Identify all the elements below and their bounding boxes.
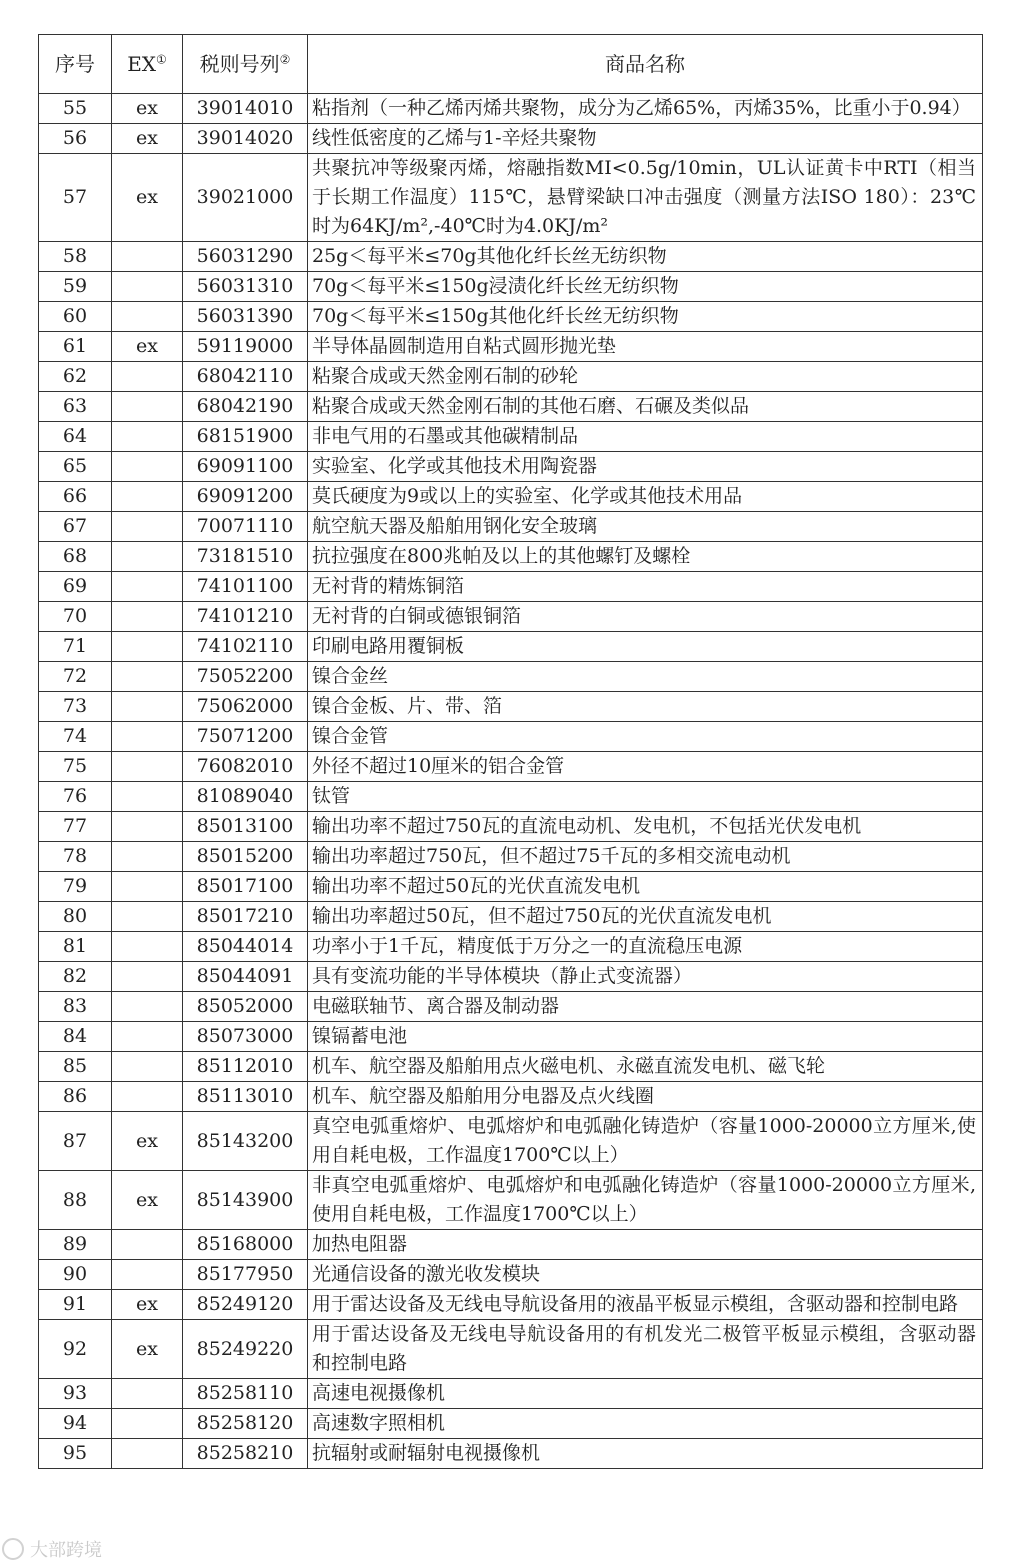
cell-seq: 91 — [39, 1290, 112, 1320]
cell-seq: 92 — [39, 1320, 112, 1379]
table-row — [39, 1320, 983, 1379]
cell-seq: 66 — [39, 482, 112, 512]
cell-product-name: 半导体晶圆制造用自粘式圆形抛光垫 — [308, 332, 983, 362]
table-header — [39, 35, 983, 94]
table-row — [39, 362, 983, 392]
cell-seq: 79 — [39, 872, 112, 902]
cell-ex — [112, 602, 183, 632]
table-row — [39, 842, 983, 872]
table-row — [39, 242, 983, 272]
cell-seq: 90 — [39, 1260, 112, 1290]
cell-tariff-code: 85249120 — [183, 1290, 308, 1320]
cell-seq: 55 — [39, 94, 112, 124]
table-row — [39, 452, 983, 482]
cell-ex — [112, 782, 183, 812]
cell-seq: 83 — [39, 992, 112, 1022]
cell-product-name: 镍镉蓄电池 — [308, 1022, 983, 1052]
cell-product-name: 高速电视摄像机 — [308, 1379, 983, 1409]
cell-tariff-code: 39014020 — [183, 124, 308, 154]
table-row — [39, 422, 983, 452]
cell-ex — [112, 992, 183, 1022]
table-row — [39, 1171, 983, 1230]
cell-seq: 88 — [39, 1171, 112, 1230]
cell-product-name: 抗辐射或耐辐射电视摄像机 — [308, 1439, 983, 1469]
cell-seq: 70 — [39, 602, 112, 632]
cell-seq: 85 — [39, 1052, 112, 1082]
cell-ex — [112, 482, 183, 512]
cell-tariff-code: 85013100 — [183, 812, 308, 842]
cell-product-name: 70g＜每平米≤150g其他化纤长丝无纺织物 — [308, 302, 983, 332]
cell-product-name: 具有变流功能的半导体模块（静止式变流器） — [308, 962, 983, 992]
table-row — [39, 272, 983, 302]
cell-ex — [112, 1022, 183, 1052]
cell-ex — [112, 542, 183, 572]
cell-ex: ex — [112, 94, 183, 124]
cell-seq: 73 — [39, 692, 112, 722]
cell-tariff-code: 59119000 — [183, 332, 308, 362]
cell-ex — [112, 512, 183, 542]
cell-seq: 80 — [39, 902, 112, 932]
cell-ex — [112, 872, 183, 902]
cell-tariff-code: 39021000 — [183, 154, 308, 242]
cell-product-name: 钛管 — [308, 782, 983, 812]
cell-product-name: 航空航天器及船舶用钢化安全玻璃 — [308, 512, 983, 542]
cell-product-name: 70g＜每平米≤150g浸渍化纤长丝无纺织物 — [308, 272, 983, 302]
cell-product-name: 实验室、化学或其他技术用陶瓷器 — [308, 452, 983, 482]
cell-product-name: 高速数字照相机 — [308, 1409, 983, 1439]
table-row — [39, 1112, 983, 1171]
cell-product-name: 外径不超过10厘米的铝合金管 — [308, 752, 983, 782]
cell-ex — [112, 932, 183, 962]
cell-ex — [112, 362, 183, 392]
cell-tariff-code: 56031390 — [183, 302, 308, 332]
table-row — [39, 872, 983, 902]
table-row — [39, 782, 983, 812]
cell-ex: ex — [112, 332, 183, 362]
cell-seq: 63 — [39, 392, 112, 422]
cell-tariff-code: 69091200 — [183, 482, 308, 512]
cell-product-name: 输出功率超过750瓦，但不超过75千瓦的多相交流电动机 — [308, 842, 983, 872]
cell-tariff-code: 85112010 — [183, 1052, 308, 1082]
cell-tariff-code: 85258110 — [183, 1379, 308, 1409]
cell-product-name: 用于雷达设备及无线电导航设备用的有机发光二极管平板显示模组，含驱动器和控制电路 — [308, 1320, 983, 1379]
cell-tariff-code: 73181510 — [183, 542, 308, 572]
cell-ex — [112, 1409, 183, 1439]
cell-tariff-code: 56031310 — [183, 272, 308, 302]
table-row — [39, 512, 983, 542]
cell-product-name: 机车、航空器及船舶用分电器及点火线圈 — [308, 1082, 983, 1112]
table-row — [39, 1409, 983, 1439]
cell-product-name: 非电气用的石墨或其他碳精制品 — [308, 422, 983, 452]
header-ex-footnote: ① — [156, 51, 167, 66]
cell-tariff-code: 56031290 — [183, 242, 308, 272]
cell-ex — [112, 692, 183, 722]
table-row — [39, 632, 983, 662]
table-row — [39, 1439, 983, 1469]
table-row — [39, 662, 983, 692]
cell-product-name: 抗拉强度在800兆帕及以上的其他螺钉及螺栓 — [308, 542, 983, 572]
table-row — [39, 962, 983, 992]
cell-seq: 95 — [39, 1439, 112, 1469]
cell-seq: 71 — [39, 632, 112, 662]
cell-tariff-code: 85015200 — [183, 842, 308, 872]
cell-tariff-code: 69091100 — [183, 452, 308, 482]
cell-product-name: 粘聚合成或天然金刚石制的其他石磨、石碾及类似品 — [308, 392, 983, 422]
cell-tariff-code: 70071110 — [183, 512, 308, 542]
cell-tariff-code: 85143900 — [183, 1171, 308, 1230]
cell-seq: 76 — [39, 782, 112, 812]
table-row — [39, 812, 983, 842]
cell-ex — [112, 1230, 183, 1260]
cell-seq: 59 — [39, 272, 112, 302]
cell-seq: 65 — [39, 452, 112, 482]
table-row — [39, 154, 983, 242]
cell-tariff-code: 74102110 — [183, 632, 308, 662]
table-row — [39, 1379, 983, 1409]
cell-ex — [112, 302, 183, 332]
cell-tariff-code: 76082010 — [183, 752, 308, 782]
table-row — [39, 1290, 983, 1320]
table-row — [39, 692, 983, 722]
cell-tariff-code: 68151900 — [183, 422, 308, 452]
cell-product-name: 印刷电路用覆铜板 — [308, 632, 983, 662]
cell-seq: 89 — [39, 1230, 112, 1260]
cell-ex — [112, 452, 183, 482]
cell-seq: 81 — [39, 932, 112, 962]
watermark-logo-icon — [2, 1538, 24, 1560]
cell-seq: 93 — [39, 1379, 112, 1409]
cell-ex — [112, 842, 183, 872]
cell-ex — [112, 1379, 183, 1409]
cell-seq: 84 — [39, 1022, 112, 1052]
cell-ex — [112, 662, 183, 692]
cell-ex — [112, 1052, 183, 1082]
cell-tariff-code: 75052200 — [183, 662, 308, 692]
table-row — [39, 902, 983, 932]
cell-seq: 74 — [39, 722, 112, 752]
cell-seq: 82 — [39, 962, 112, 992]
table-row — [39, 1022, 983, 1052]
table-row — [39, 302, 983, 332]
header-tariff-code: 税则号列② — [183, 35, 308, 94]
cell-seq: 60 — [39, 302, 112, 332]
table-row — [39, 1082, 983, 1112]
cell-ex — [112, 962, 183, 992]
table-row — [39, 332, 983, 362]
cell-product-name: 镍合金管 — [308, 722, 983, 752]
cell-ex — [112, 422, 183, 452]
cell-product-name: 镍合金板、片、带、箔 — [308, 692, 983, 722]
cell-tariff-code: 85044091 — [183, 962, 308, 992]
cell-product-name: 无衬背的白铜或德银铜箔 — [308, 602, 983, 632]
table-row — [39, 1260, 983, 1290]
cell-ex: ex — [112, 124, 183, 154]
cell-seq: 57 — [39, 154, 112, 242]
cell-seq: 56 — [39, 124, 112, 154]
table-row — [39, 94, 983, 124]
cell-ex — [112, 272, 183, 302]
cell-tariff-code: 85017210 — [183, 902, 308, 932]
cell-product-name: 共聚抗冲等级聚丙烯，熔融指数MI<0.5g/10min，UL认证黄卡中RTI（相当于长期工作温度）115℃，悬臂梁缺口冲击强度（测量方法ISO 180）：23℃时为64KJ/m²,-40℃时为4.0KJ/m² — [308, 154, 983, 242]
cell-tariff-code: 85113010 — [183, 1082, 308, 1112]
cell-product-name: 用于雷达设备及无线电导航设备用的液晶平板显示模组，含驱动器和控制电路 — [308, 1290, 983, 1320]
cell-tariff-code: 85249220 — [183, 1320, 308, 1379]
cell-seq: 75 — [39, 752, 112, 782]
cell-tariff-code: 85044014 — [183, 932, 308, 962]
cell-tariff-code: 85017100 — [183, 872, 308, 902]
cell-ex — [112, 242, 183, 272]
cell-tariff-code: 39014010 — [183, 94, 308, 124]
table-row — [39, 752, 983, 782]
table-row — [39, 572, 983, 602]
cell-tariff-code: 85258210 — [183, 1439, 308, 1469]
tariff-table — [38, 34, 983, 1469]
cell-product-name: 加热电阻器 — [308, 1230, 983, 1260]
cell-ex — [112, 752, 183, 782]
cell-seq: 62 — [39, 362, 112, 392]
cell-ex — [112, 902, 183, 932]
cell-seq: 72 — [39, 662, 112, 692]
cell-seq: 87 — [39, 1112, 112, 1171]
cell-product-name: 电磁联轴节、离合器及制动器 — [308, 992, 983, 1022]
cell-seq: 69 — [39, 572, 112, 602]
cell-ex — [112, 392, 183, 422]
cell-tariff-code: 85052000 — [183, 992, 308, 1022]
table-row — [39, 1230, 983, 1260]
cell-seq: 78 — [39, 842, 112, 872]
cell-product-name: 真空电弧重熔炉、电弧熔炉和电弧融化铸造炉（容量1000-20000立方厘米,使用自耗电极，工作温度1700℃以上） — [308, 1112, 983, 1171]
cell-tariff-code: 74101210 — [183, 602, 308, 632]
cell-ex — [112, 1082, 183, 1112]
header-seq: 序号 — [39, 35, 112, 94]
cell-ex — [112, 632, 183, 662]
cell-product-name: 镍合金丝 — [308, 662, 983, 692]
cell-ex — [112, 722, 183, 752]
cell-tariff-code: 75071200 — [183, 722, 308, 752]
cell-product-name: 非真空电弧重熔炉、电弧熔炉和电弧融化铸造炉（容量1000-20000立方厘米,使用自耗电极，工作温度1700℃以上） — [308, 1171, 983, 1230]
table-row — [39, 722, 983, 752]
cell-tariff-code: 74101100 — [183, 572, 308, 602]
header-product-name: 商品名称 — [308, 35, 983, 94]
cell-ex: ex — [112, 1320, 183, 1379]
cell-product-name: 输出功率超过50瓦，但不超过750瓦的光伏直流发电机 — [308, 902, 983, 932]
cell-ex — [112, 812, 183, 842]
watermark-text: 大部跨境 — [30, 1540, 102, 1561]
cell-product-name: 粘聚合成或天然金刚石制的砂轮 — [308, 362, 983, 392]
table-row — [39, 1052, 983, 1082]
cell-seq: 68 — [39, 542, 112, 572]
table-row — [39, 482, 983, 512]
cell-product-name: 25g＜每平米≤70g其他化纤长丝无纺织物 — [308, 242, 983, 272]
table-row — [39, 932, 983, 962]
cell-product-name: 输出功率不超过50瓦的光伏直流发电机 — [308, 872, 983, 902]
table-row — [39, 602, 983, 632]
cell-tariff-code: 85177950 — [183, 1260, 308, 1290]
watermark — [2, 1536, 102, 1562]
cell-seq: 77 — [39, 812, 112, 842]
cell-tariff-code: 85073000 — [183, 1022, 308, 1052]
cell-product-name: 线性低密度的乙烯与1-辛烃共聚物 — [308, 124, 983, 154]
header-code-footnote: ② — [279, 51, 291, 66]
cell-seq: 94 — [39, 1409, 112, 1439]
cell-product-name: 无衬背的精炼铜箔 — [308, 572, 983, 602]
table-row — [39, 542, 983, 572]
table-body — [39, 94, 983, 1469]
cell-seq: 86 — [39, 1082, 112, 1112]
table-row — [39, 992, 983, 1022]
cell-tariff-code: 85258120 — [183, 1409, 308, 1439]
cell-tariff-code: 75062000 — [183, 692, 308, 722]
cell-tariff-code: 68042110 — [183, 362, 308, 392]
cell-seq: 61 — [39, 332, 112, 362]
cell-ex: ex — [112, 154, 183, 242]
cell-seq: 64 — [39, 422, 112, 452]
header-ex: EX① — [112, 35, 183, 94]
cell-tariff-code: 85168000 — [183, 1230, 308, 1260]
cell-ex — [112, 1439, 183, 1469]
cell-seq: 67 — [39, 512, 112, 542]
cell-ex — [112, 572, 183, 602]
cell-ex: ex — [112, 1171, 183, 1230]
cell-ex — [112, 1260, 183, 1290]
cell-seq: 58 — [39, 242, 112, 272]
cell-product-name: 功率小于1千瓦，精度低于万分之一的直流稳压电源 — [308, 932, 983, 962]
cell-product-name: 粘指剂（一种乙烯丙烯共聚物，成分为乙烯65%，丙烯35%，比重小于0.94） — [308, 94, 983, 124]
cell-ex: ex — [112, 1290, 183, 1320]
cell-tariff-code: 85143200 — [183, 1112, 308, 1171]
cell-product-name: 输出功率不超过750瓦的直流电动机、发电机，不包括光伏发电机 — [308, 812, 983, 842]
table-row — [39, 392, 983, 422]
cell-product-name: 机车、航空器及船舶用点火磁电机、永磁直流发电机、磁飞轮 — [308, 1052, 983, 1082]
cell-product-name: 光通信设备的激光收发模块 — [308, 1260, 983, 1290]
cell-tariff-code: 68042190 — [183, 392, 308, 422]
cell-ex: ex — [112, 1112, 183, 1171]
cell-tariff-code: 81089040 — [183, 782, 308, 812]
cell-product-name: 莫氏硬度为9或以上的实验室、化学或其他技术用品 — [308, 482, 983, 512]
table-row — [39, 124, 983, 154]
